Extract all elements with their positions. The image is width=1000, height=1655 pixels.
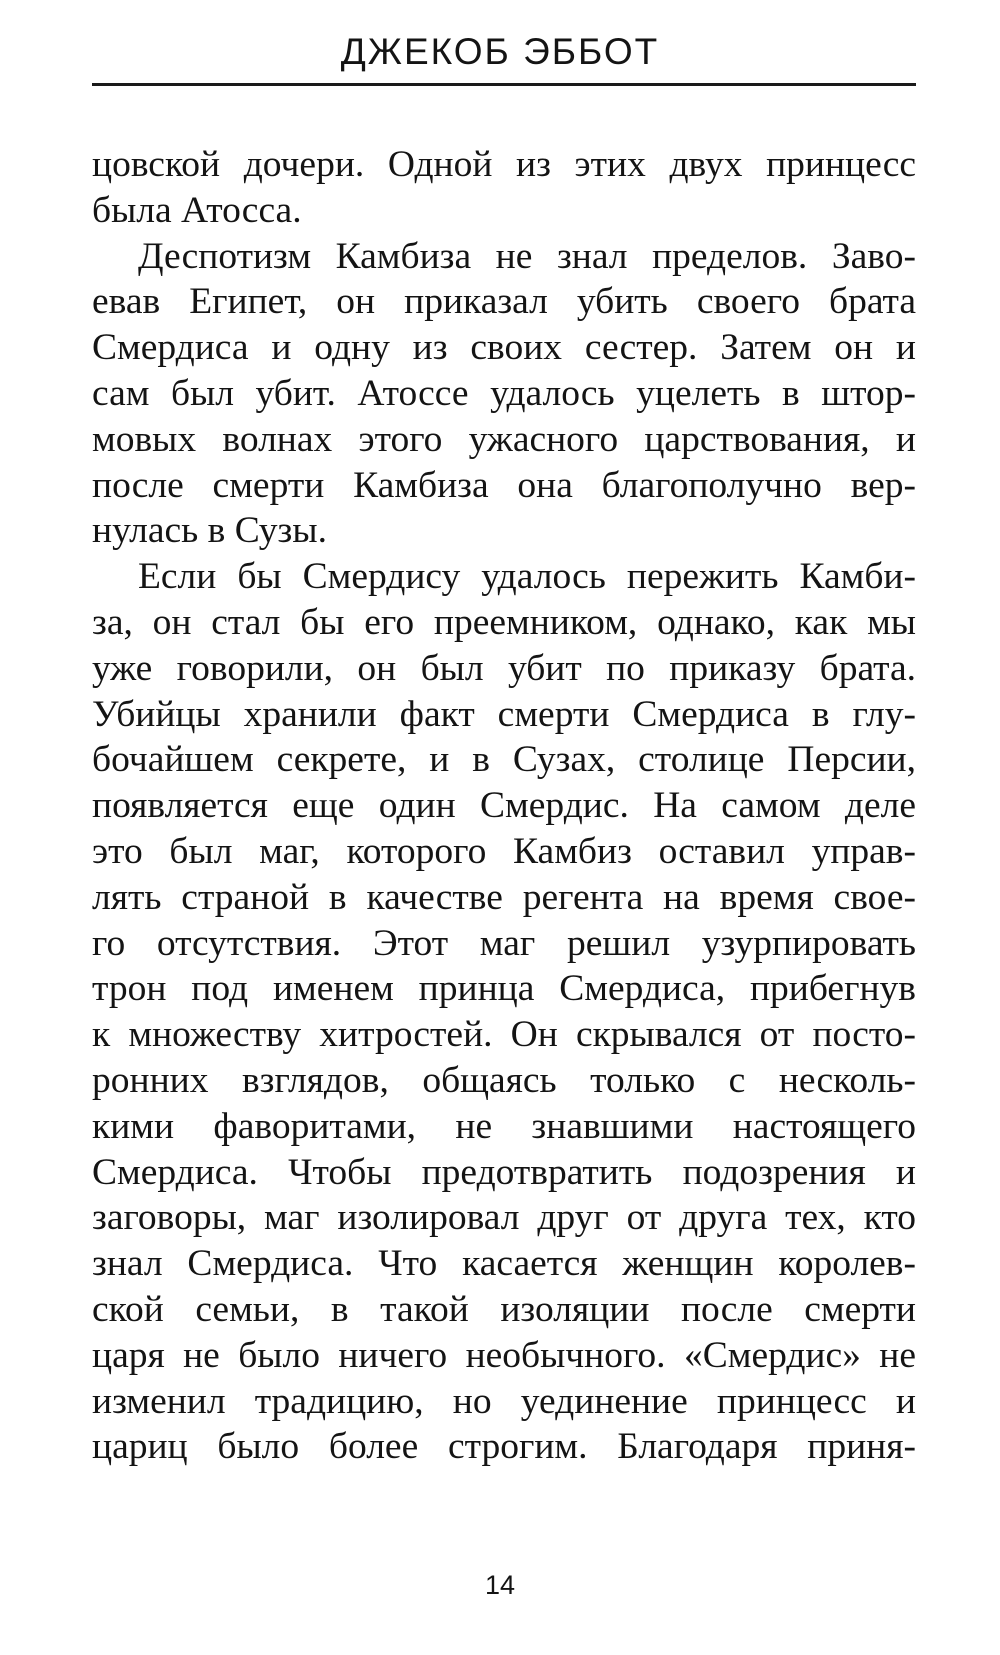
- running-head-author: ДЖЕКОБ ЭББОТ: [340, 31, 660, 72]
- text-line: изменил традицию, но уединение принцесс и: [92, 1380, 916, 1422]
- text-line: мовых волнах этого ужасного царствования, и: [92, 418, 916, 460]
- header-rule: [92, 83, 916, 86]
- text-line: к множеству хитростей. Он скрывался от посто-: [92, 1014, 916, 1056]
- text-line: после смерти Камбиза она благополучно вер-: [92, 464, 916, 506]
- body-text: [92, 142, 916, 1470]
- page-number: 14: [484, 1570, 516, 1600]
- text-line: Смердиса и одну из своих сестер. Затем он и: [92, 327, 916, 369]
- text-line: лять страной в качестве регента на время свое-: [92, 876, 916, 918]
- text-line: ронних взглядов, общаясь только с несколь-: [92, 1059, 916, 1101]
- text-line: евав Египет, он приказал убить своего брата: [92, 281, 916, 323]
- text-line: заговоры, маг изолировал друг от друга тех, кто: [92, 1197, 916, 1239]
- text-line: Убийцы хранили факт смерти Смердиса в глу-: [92, 693, 916, 735]
- text-line: уже говорили, он был убит по приказу брата.: [92, 647, 916, 689]
- paragraph-start-line: Если бы Смердису удалось пережить Камби-: [138, 556, 916, 598]
- text-line: го отсутствия. Этот маг решил узурпировать: [92, 922, 916, 964]
- text-line: бочайшем секрете, и в Сузах, столице Персии,: [92, 739, 916, 781]
- text-line: трон под именем принца Смердиса, прибегнув: [92, 968, 916, 1010]
- text-line: появляется еще один Смердис. На самом деле: [92, 785, 916, 827]
- text-line: знал Смердиса. Что касается женщин королев-: [92, 1243, 916, 1285]
- paragraph-start-line: Деспотизм Камбиза не знал пределов. Заво-: [138, 235, 916, 277]
- text-line: Смердиса. Чтобы предотвратить подозрения и: [92, 1151, 916, 1193]
- text-line: ской семьи, в такой изоляции после смерти: [92, 1288, 916, 1330]
- text-line: цовской дочери. Одной из этих двух принцесс: [92, 144, 916, 185]
- text-line: была Атосса.: [92, 189, 302, 231]
- text-line: царя не было ничего необычного. «Смердис» не: [92, 1334, 916, 1376]
- text-line: кими фаворитами, не знавшими настоящего: [92, 1105, 916, 1147]
- text-line: цариц было более строгим. Благодаря приня-: [92, 1426, 916, 1468]
- text-line: нулась в Сузы.: [92, 510, 327, 552]
- text-line: сам был убит. Атоссе удалось уцелеть в штор-: [92, 372, 916, 414]
- text-line: это был маг, которого Камбиз оставил управ-: [92, 830, 916, 872]
- text-line: за, он стал бы его преемником, однако, как мы: [92, 601, 916, 643]
